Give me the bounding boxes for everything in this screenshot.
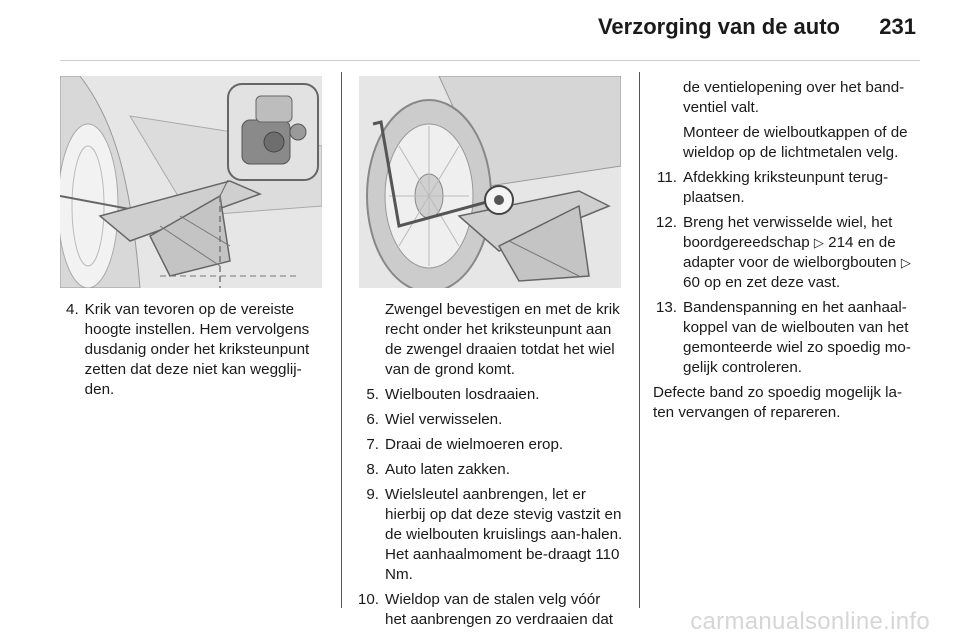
column-divider-right (639, 72, 640, 608)
column-2-text (355, 300, 625, 635)
closing-paragraph: Defecte band zo spoedig mogelijk la-ten vervangen of repareren. (653, 384, 903, 421)
list-item (355, 385, 625, 405)
list-number: 4. (66, 301, 79, 318)
list-number: 8. (366, 461, 379, 478)
list-text-part: op en zet deze vast. (699, 274, 841, 291)
list-item (355, 410, 625, 430)
list-text-part: Breng het verwisselde wiel, het boordgereedschap (683, 214, 893, 251)
column-3-text (653, 78, 923, 428)
list-text: Wielsleutel aanbrengen, let er hierbij op dat deze stevig vastzit en de wielbouten kruislings aan-halen. Het aanhaalmoment be-draagt 110 Nm. (385, 486, 623, 583)
list-number: 6. (366, 411, 379, 428)
list-number: 5. (366, 386, 379, 403)
list-text: Afdekking kriksteunpunt terug-plaatsen. (683, 169, 889, 206)
column-divider-left (341, 72, 342, 608)
list-item (355, 485, 625, 585)
page-reference[interactable]: 214 (828, 234, 854, 251)
list-item (653, 298, 923, 378)
page-reference-arrow-icon: ▷ (900, 255, 911, 270)
list-item (355, 435, 625, 455)
list-number: 9. (366, 486, 379, 503)
list-text: Draai de wielmoeren erop. (385, 436, 564, 453)
jack-crank-illustration (359, 76, 621, 288)
page-number: 231 (879, 14, 916, 39)
watermark: carmanualsonline.info (690, 608, 930, 635)
list-text: Wielbouten losdraaien. (385, 386, 540, 403)
intro-paragraph: Zwengel bevestigen en met de krik recht onder het kriksteunpunt aan de zwengel draaien totdat het wiel van de grond komt. (385, 301, 620, 378)
list-text: Auto laten zakken. (385, 461, 510, 478)
continued-paragraph: de ventielopening over het band-ventiel valt. (683, 79, 905, 116)
list-number: 10. (357, 591, 379, 608)
list-text (683, 213, 923, 293)
list-text-part: en de adapter voor de wielborgbouten (683, 234, 901, 271)
list-number: 12. (655, 214, 677, 231)
list-item (355, 460, 625, 480)
list-item (355, 590, 625, 630)
list-text: Bandenspanning en het aanhaal-koppel van de wielbouten van het gemonteerde wiel zo spoedig mo-gelijk controleren. (683, 299, 911, 376)
column-1-text (66, 300, 328, 405)
jack-placement-illustration (60, 76, 322, 288)
page-title: Verzorging van de auto (597, 14, 840, 39)
page-reference-arrow-icon: ▷ (813, 235, 824, 250)
list-text: Wieldop van de stalen velg vóór het aanbrengen zo verdraaien dat (385, 591, 613, 628)
list-item (653, 213, 923, 293)
list-text: Krik van tevoren op de vereiste hoogte instellen. Hem vervolgens dusdanig onder het kriksteunpunt zetten dat deze niet kan wegglij-den. (84, 301, 310, 398)
list-item (653, 168, 923, 208)
page-header (0, 0, 960, 56)
list-number: 13. (655, 299, 677, 316)
list-item (66, 300, 328, 400)
list-number: 7. (366, 436, 379, 453)
page-reference[interactable]: 60 (683, 274, 700, 291)
list-number: 11. (657, 169, 677, 186)
continued-paragraph: Monteer de wielboutkappen of de wieldop op de lichtmetalen velg. (683, 124, 908, 161)
header-rule (60, 60, 920, 61)
list-text: Wiel verwisselen. (385, 411, 503, 428)
